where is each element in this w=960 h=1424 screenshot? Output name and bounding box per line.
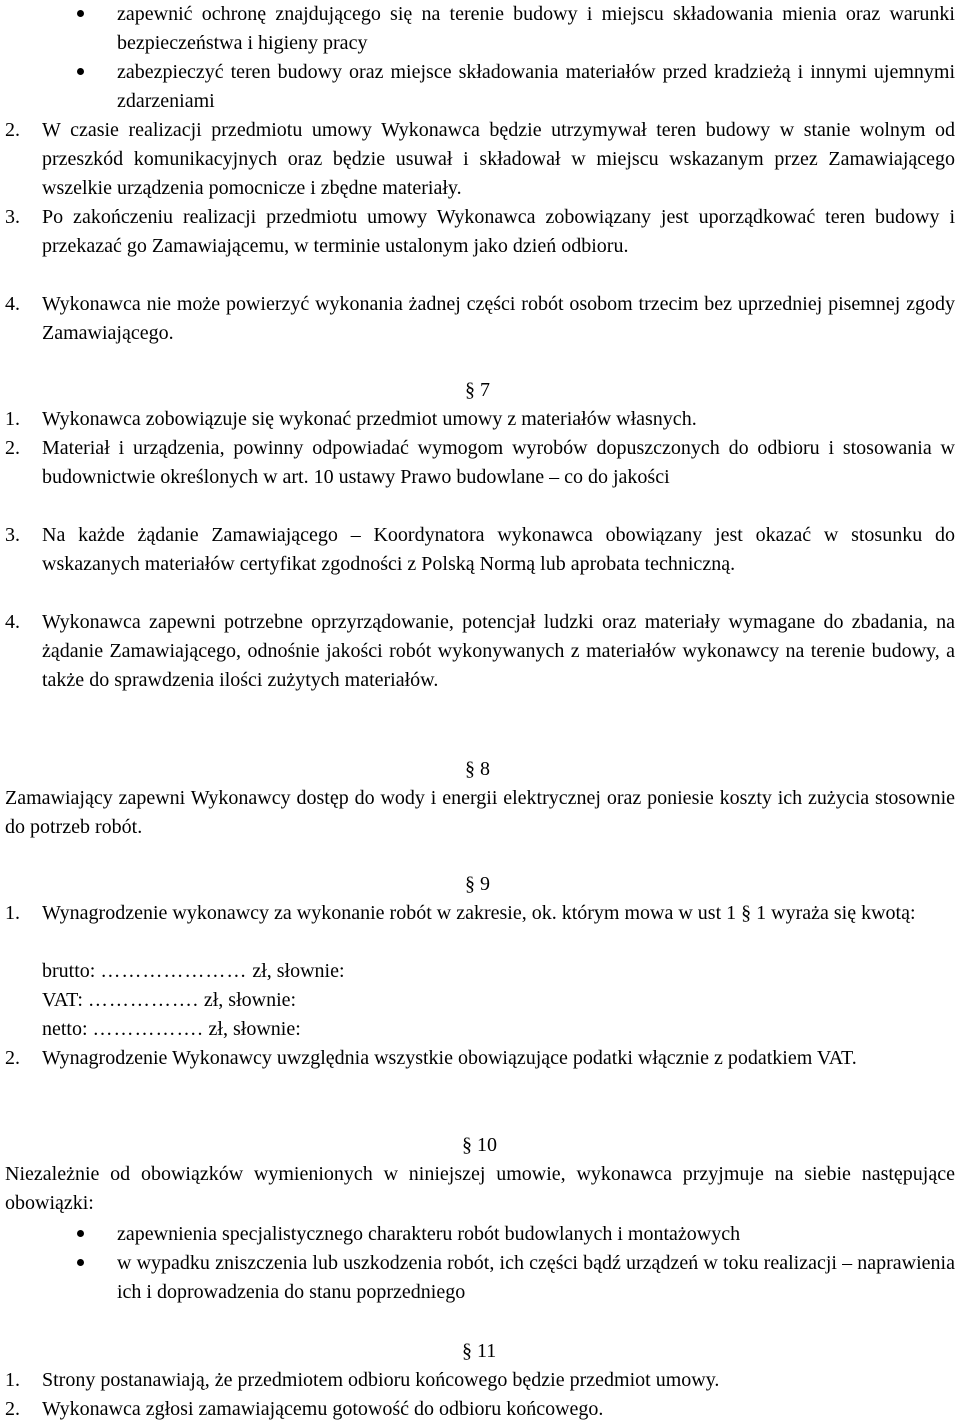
amount-suffix: zł, słownie:: [203, 989, 297, 1011]
paragraph: Materiał i urządzenia, powinny odpowiadać wymogom wyrobów dopuszczonych do odbioru i stosowania w budownictwie określonych w art. 10 ustawy Prawo budowlane – co do jakości: [42, 437, 955, 488]
list-item: zapewnić ochronę znajdującego się na terenie budowy i miejscu składowania mienia oraz warunki bezpieczeństwa i higieny pracy: [117, 3, 955, 54]
bullet-icon: [77, 10, 84, 17]
bullet-icon: [77, 1230, 84, 1237]
paragraph: Wykonawca nie może powierzyć wykonania żadnej części robót osobom trzecim bez uprzedniej pisemnej zgody Zamawiającego.: [42, 293, 955, 344]
amount-label: netto:: [42, 1018, 88, 1040]
amount-blank: …………….: [87, 989, 199, 1011]
item-number: 4.: [5, 611, 20, 633]
list-item: zapewnienia specjalistycznego charakteru robót budowlanych i montażowych: [117, 1223, 741, 1245]
item-number: 3.: [5, 206, 20, 228]
paragraph: Wykonawca zapewni potrzebne oprzyrządowanie, potencjał ludzki oraz materiały wymagane do zbadania, na żądanie Zamawiającego, odnośnie jakości robót wykonywanych z materiałów wykonawcy na terenie budowy, a także do sprawdzenia ilości zużytych materiałów.: [42, 611, 955, 691]
item-number: 3.: [5, 524, 20, 546]
list-item: w wypadku zniszczenia lub uszkodzenia robót, ich części bądź urządzeń w toku realizacji – naprawienia ich i doprowadzenia do stanu poprzedniego: [117, 1252, 955, 1303]
amount-blank: …………….: [92, 1018, 204, 1040]
section-heading: § 7: [465, 379, 490, 401]
amount-line-vat: [42, 986, 642, 1015]
item-number: 2.: [5, 437, 20, 459]
section-heading: § 9: [465, 873, 490, 895]
bullet-icon: [77, 1259, 84, 1266]
paragraph: Zamawiający zapewni Wykonawcy dostęp do wody i energii elektrycznej oraz poniesie koszty ich zużycia stosownie do potrzeb robót.: [5, 787, 955, 838]
paragraph: W czasie realizacji przedmiotu umowy Wykonawca będzie utrzymywał teren budowy w stanie wolnym od przeszkód komunikacyjnych oraz będzie usuwał i składował w miejscu wskazanym przez Zamawiającego wszelkie urządzenia pomocnicze i zbędne materiały.: [42, 119, 955, 199]
amount-blank: …………………: [100, 960, 248, 982]
list-item: zabezpieczyć teren budowy oraz miejsce składowania materiałów przed kradzieżą i innymi ujemnymi zdarzeniami: [117, 61, 955, 112]
paragraph: Wynagrodzenie Wykonawcy uwzględnia wszystkie obowiązujące podatki włącznie z podatkiem VAT.: [42, 1047, 857, 1069]
item-number: 2.: [5, 1047, 20, 1069]
amount-line-brutto: [42, 957, 642, 986]
item-number: 1.: [5, 408, 20, 430]
section-heading: § 10: [462, 1134, 497, 1156]
paragraph: Wynagrodzenie wykonawcy za wykonanie robót w zakresie, ok. którym mowa w ust 1 § 1 wyraża się kwotą:: [42, 902, 916, 924]
amount-label: VAT:: [42, 989, 83, 1011]
item-number: 2.: [5, 1398, 20, 1420]
item-number: 2.: [5, 119, 20, 141]
bullet-icon: [77, 68, 84, 75]
item-number: 1.: [5, 902, 20, 924]
paragraph: Wykonawca zgłosi zamawiającemu gotowość do odbioru końcowego.: [42, 1398, 604, 1420]
amount-line-netto: [42, 1015, 642, 1044]
paragraph: Po zakończeniu realizacji przedmiotu umowy Wykonawca zobowiązany jest uporządkować teren budowy i przekazać go Zamawiającemu, w terminie ustalonym jako dzień odbioru.: [42, 206, 955, 257]
section-heading: § 8: [465, 758, 490, 780]
amount-label: brutto:: [42, 960, 96, 982]
item-number: 1.: [5, 1369, 20, 1391]
item-number: 4.: [5, 293, 20, 315]
amount-suffix: zł, słownie:: [252, 960, 345, 982]
section-heading: § 11: [462, 1340, 497, 1362]
paragraph: Na każde żądanie Zamawiającego – Koordynatora wykonawca obowiązany jest okazać w stosunku do wskazanych materiałów certyfikat zgodności z Polską Normą lub aprobata techniczną.: [42, 524, 955, 575]
paragraph: Wykonawca zobowiązuje się wykonać przedmiot umowy z materiałów własnych.: [42, 408, 697, 430]
paragraph: Strony postanawiają, że przedmiotem odbioru końcowego będzie przedmiot umowy.: [42, 1369, 720, 1391]
paragraph: Niezależnie od obowiązków wymienionych w niniejszej umowie, wykonawca przyjmuje na siebie następujące obowiązki:: [5, 1163, 955, 1214]
amount-suffix: zł, słownie:: [208, 1018, 301, 1040]
